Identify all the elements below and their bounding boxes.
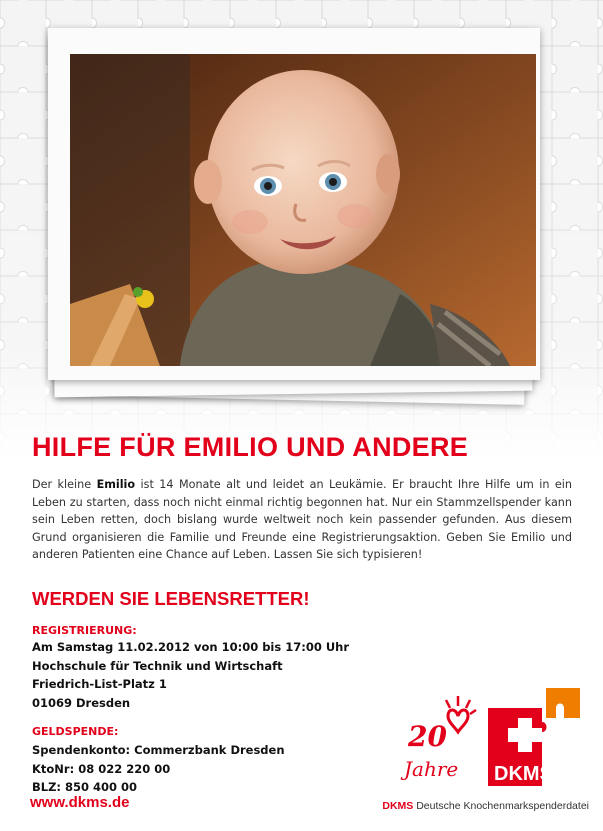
registration-date: Am Samstag 11.02.2012 von 10:00 bis 17:00 Uhr xyxy=(32,640,350,654)
website-link[interactable]: www.dkms.de xyxy=(30,794,130,811)
registration-details xyxy=(32,638,349,712)
baby-photo xyxy=(70,54,536,366)
intro-text-rest: ist 14 Monate alt und leidet an Leukämie. Er braucht Ihre Hilfe um in ein Leben zu starten, dass noch nicht einmal richtig begonnen hat. Nur ein Stammzellspender kann sein Leben retten, doch bislang wurde weltweit noch kein passender gefunden. Aus diesem Grund organisieren die Familie und Freunde eine Registrierungsaktion. Geben Sie Emilio und anderen Patienten eine Chance auf Leben. Lassen Sie sich typisieren! xyxy=(32,478,573,561)
footer-org-name: Deutsche Knochenmarkspenderdatei xyxy=(413,800,589,812)
organization-footer xyxy=(382,800,589,812)
donation-account: KtoNr: 08 022 220 00 xyxy=(32,761,171,776)
donation-details xyxy=(32,741,285,797)
footer-brand: DKMS xyxy=(382,800,414,812)
dkms-logo-text: DKMS xyxy=(494,763,553,785)
intro-text-start: Der kleine xyxy=(32,478,97,491)
registration-venue: Hochschule für Technik und Wirtschaft xyxy=(32,658,283,673)
registration-street: Friedrich-List-Platz 1 xyxy=(32,677,167,691)
donation-bank: Spendenkonto: Commerzbank Dresden xyxy=(32,743,285,757)
donation-label: GELDSPENDE: xyxy=(32,725,119,738)
logo-area xyxy=(388,688,588,788)
anniversary-word: Jahre xyxy=(404,757,459,781)
donation-blz: BLZ: 850 400 00 xyxy=(32,780,138,794)
headline: HILFE FÜR EMILIO UND ANDERE xyxy=(32,432,469,462)
registration-label: REGISTRIERUNG: xyxy=(32,624,137,637)
baby-illustration xyxy=(70,54,536,366)
anniversary-logo xyxy=(400,696,476,781)
logos-graphic xyxy=(388,688,588,788)
intro-text xyxy=(32,476,572,564)
photo-stack xyxy=(48,28,558,408)
anniversary-number: 20 xyxy=(408,720,447,753)
patient-name: Emilio xyxy=(96,478,136,491)
photo-paper-front xyxy=(48,28,540,380)
registration-city: 01069 Dresden xyxy=(32,695,131,710)
call-to-action: WERDEN SIE LEBENSRETTER! xyxy=(32,588,310,609)
dkms-logo xyxy=(488,688,580,786)
